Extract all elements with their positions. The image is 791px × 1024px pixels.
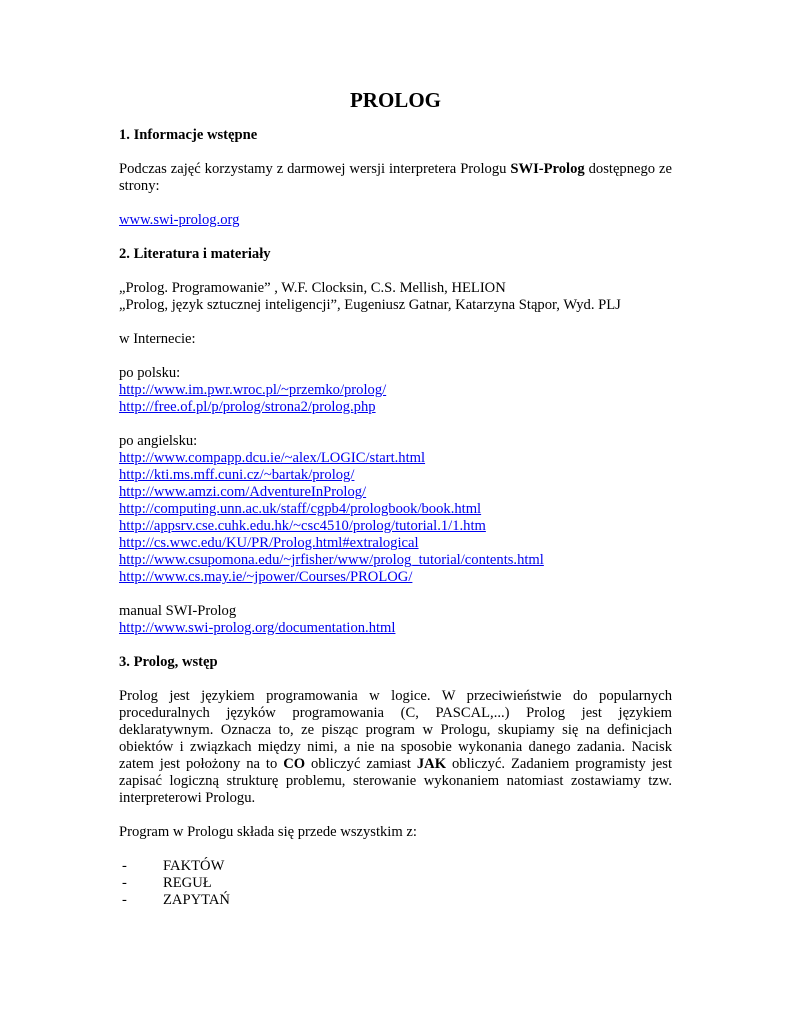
dash-bullet: - bbox=[122, 858, 127, 874]
paragraph-text: obliczyć zamiast bbox=[305, 756, 417, 772]
program-elements-list bbox=[119, 858, 672, 909]
list-item bbox=[119, 892, 672, 909]
swi-prolog-link[interactable]: www.swi-prolog.org bbox=[119, 212, 240, 228]
paragraph-text: obliczyć. Zadaniem programisty jest zapisać logiczną strukturę problemu, sterowanie wykonaniem natomiast zostawiamy tzw. interpreterowi Prologu. bbox=[119, 756, 672, 806]
document-page bbox=[119, 86, 672, 909]
list-item-label: REGUŁ bbox=[163, 875, 212, 891]
swi-prolog-bold: SWI-Prolog bbox=[510, 161, 585, 177]
english-link[interactable]: http://www.cs.may.ie/~jpower/Courses/PROLOG/ bbox=[119, 569, 413, 585]
english-links-list bbox=[119, 450, 672, 586]
list-intro: Program w Prologu składa się przede wszystkim z: bbox=[119, 824, 417, 840]
internet-label: w Internecie: bbox=[119, 331, 196, 347]
book-reference-2: „Prolog, język sztucznej inteligencji”, Eugeniusz Gatnar, Katarzyna Stąpor, Wyd. PLJ bbox=[119, 297, 621, 313]
list-item bbox=[119, 858, 672, 875]
list-item-label: FAKTÓW bbox=[163, 858, 225, 874]
section-1-heading: 1. Informacje wstępne bbox=[119, 127, 258, 143]
english-link[interactable]: http://computing.unn.ac.uk/staff/cgpb4/prologbook/book.html bbox=[119, 501, 482, 517]
intro-text-end: dostępnego ze strony: bbox=[119, 161, 672, 194]
list-item-label: ZAPYTAŃ bbox=[163, 892, 230, 908]
english-link[interactable]: http://cs.wwc.edu/KU/PR/Prolog.html#extralogical bbox=[119, 535, 419, 551]
polish-links-list bbox=[119, 382, 672, 416]
english-link[interactable]: http://appsrv.cse.cuhk.edu.hk/~csc4510/prolog/tutorial.1/1.htm bbox=[119, 518, 486, 534]
section-2-heading: 2. Literatura i materiały bbox=[119, 246, 271, 262]
jak-bold: JAK bbox=[416, 756, 447, 772]
polish-link[interactable]: http://free.of.pl/p/prolog/strona2/prolog.php bbox=[119, 399, 376, 415]
english-link[interactable]: http://kti.ms.mff.cuni.cz/~bartak/prolog/ bbox=[119, 467, 355, 483]
polish-links-label: po polsku: bbox=[119, 365, 181, 381]
english-link[interactable]: http://www.csupomona.edu/~jrfisher/www/prolog_tutorial/contents.html bbox=[119, 552, 544, 568]
section-3-heading: 3. Prolog, wstęp bbox=[119, 654, 218, 670]
english-link[interactable]: http://www.amzi.com/AdventureInProlog/ bbox=[119, 484, 367, 500]
section-3-paragraph bbox=[119, 688, 672, 807]
paragraph-text: Prolog jest językiem programowania w logice. W przeciwieństwie do popularnych proceduralnych języków programowania (C, PASCAL,...) Prolog jest językiem deklaratywnym. Oznacza to, ze pisząc program w Prologu, skupiamy się na definicjach obiektów i związkach między nimi, a nie na sposobie wykonania danego zadania. Nacisk zatem jest położony na to bbox=[119, 688, 672, 772]
section-1-paragraph bbox=[119, 161, 672, 195]
book-reference-1: „Prolog. Programowanie” , W.F. Clocksin, C.S. Mellish, HELION bbox=[119, 280, 506, 296]
dash-bullet: - bbox=[122, 892, 127, 908]
polish-link[interactable]: http://www.im.pwr.wroc.pl/~przemko/prolog/ bbox=[119, 382, 387, 398]
co-bold: CO bbox=[283, 756, 306, 772]
english-link[interactable]: http://www.compapp.dcu.ie/~alex/LOGIC/start.html bbox=[119, 450, 426, 466]
manual-link[interactable]: http://www.swi-prolog.org/documentation.html bbox=[119, 620, 396, 636]
list-item bbox=[119, 875, 672, 892]
intro-text: Podczas zajęć korzystamy z darmowej wersji interpretera Prologu bbox=[119, 161, 511, 177]
english-links-label: po angielsku: bbox=[119, 433, 198, 449]
dash-bullet: - bbox=[122, 875, 127, 891]
page-title: PROLOG bbox=[349, 88, 441, 112]
manual-label: manual SWI-Prolog bbox=[119, 603, 237, 619]
